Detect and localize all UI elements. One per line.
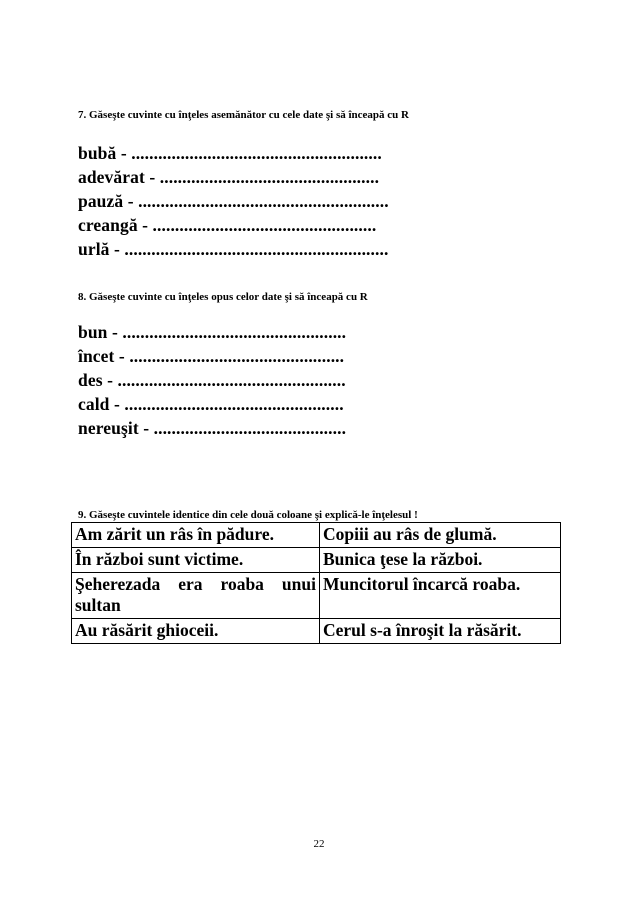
table-row: [72, 523, 561, 548]
exercise-9-instruction: 9. Găseşte cuvintele identice din cele două coloane şi explică-le înţelesul !: [78, 509, 418, 521]
left-sentence: Au răsărit ghioceii.: [72, 619, 320, 644]
right-sentence: Cerul s-a înroşit la răsărit.: [320, 619, 561, 644]
exercise-7-line: pauză - ........................................................: [78, 191, 389, 211]
right-sentence: Copiii au râs de glumă.: [320, 523, 561, 548]
exercise-8-line: nereuşit - ...........................................: [78, 418, 347, 438]
exercise-7-instruction: 7. Găseşte cuvinte cu înţeles asemănător cu cele date şi să înceapă cu R: [78, 109, 409, 121]
table-row: [72, 548, 561, 573]
table-row: [72, 619, 561, 644]
word-pairs-table: [71, 522, 561, 644]
exercise-8-line: încet - ................................................: [78, 346, 345, 366]
right-sentence: Bunica ţese la război.: [320, 548, 561, 573]
left-sentence: În război sunt victime.: [72, 548, 320, 573]
exercise-7-line: urlă - ...........................................................: [78, 239, 389, 259]
exercise-8-line: des - ...................................................: [78, 370, 346, 390]
exercise-8-instruction: 8. Găseşte cuvinte cu înţeles opus celor date şi să înceapă cu R: [78, 291, 368, 303]
exercise-7-line: creangă - ..................................................: [78, 215, 377, 235]
left-sentence: Şeherezada era roaba unui sultan: [72, 573, 320, 619]
exercise-7-line: adevărat - .................................................: [78, 167, 380, 187]
exercise-8-line: cald - .................................................: [78, 394, 344, 414]
exercise-7-line: bubă - ........................................................: [78, 143, 382, 163]
right-sentence: Muncitorul încarcă roaba.: [320, 573, 561, 619]
left-sentence: Am zărit un râs în pădure.: [72, 523, 320, 548]
exercise-8-line: bun - ..................................................: [78, 322, 347, 342]
page-number: 22: [313, 838, 325, 850]
table-row: [72, 573, 561, 619]
